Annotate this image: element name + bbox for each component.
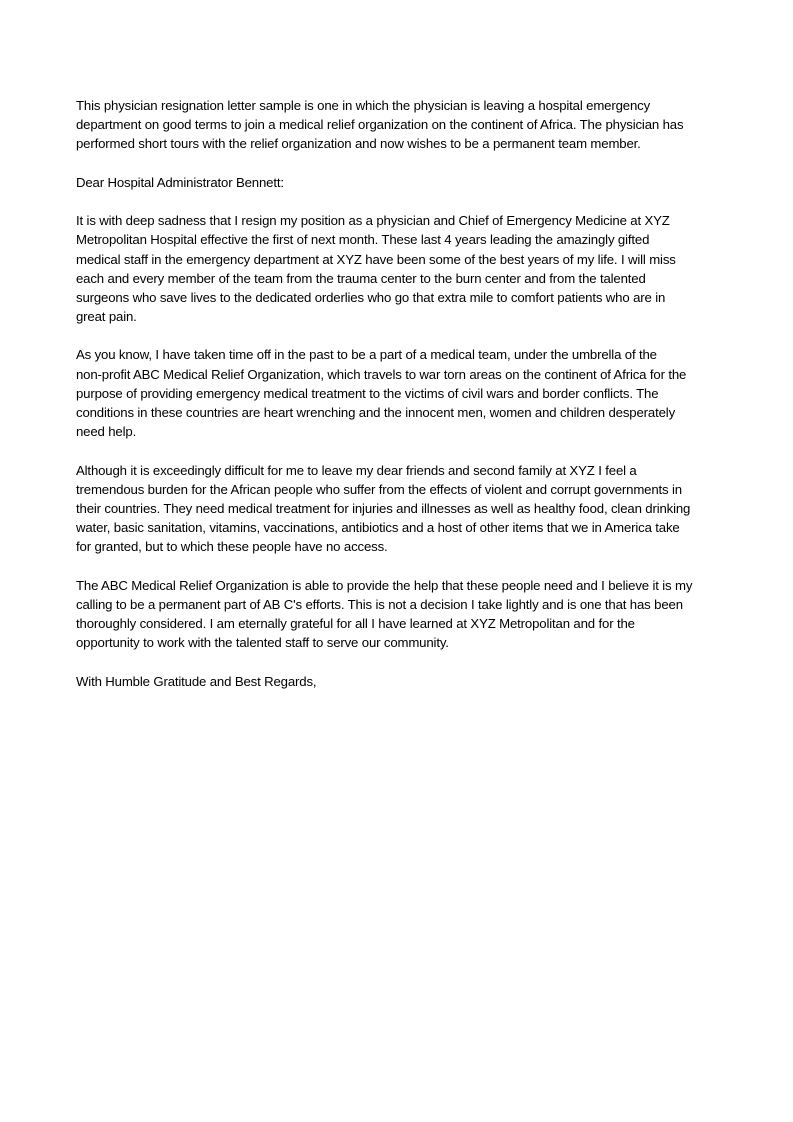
intro-line: performed short tours with the relief organization and now wishes to be a permanent team member. xyxy=(76,136,641,152)
body-line: tremendous burden for the African people who suffer from the effects of violent and corrupt governments in xyxy=(76,481,682,497)
intro-paragraph xyxy=(76,96,726,154)
salutation-text: Dear Hospital Administrator Bennett: xyxy=(76,174,284,190)
body-line: great pain. xyxy=(76,309,137,325)
body-line: need help. xyxy=(76,424,137,440)
body-line: purpose of providing emergency medical treatment to the victims of civil wars and border conflicts. The xyxy=(76,385,659,401)
salutation xyxy=(76,173,726,192)
body-line: The ABC Medical Relief Organization is able to provide the help that these people need and I believe it is my xyxy=(76,577,693,593)
body-line: water, basic sanitation, vitamins, vaccinations, antibiotics and a host of other items that we in America take xyxy=(76,520,680,536)
closing-text: With Humble Gratitude and Best Regards, xyxy=(76,673,317,689)
body-line: each and every member of the team from the trauma center to the burn center and from the talented xyxy=(76,270,646,286)
body-line: their countries. They need medical treatment for injuries and illnesses as well as healthy food, clean drinking xyxy=(76,500,691,516)
body-line: for granted, but to which these people have no access. xyxy=(76,539,388,555)
paragraph-gap xyxy=(76,652,726,671)
paragraph-gap xyxy=(76,441,726,460)
paragraph-gap xyxy=(76,154,726,173)
intro-line: This physician resignation letter sample is one in which the physician is leaving a hospital emergency xyxy=(76,98,651,113)
body-line: surgeons who save lives to the dedicated orderlies who go that extra mile to comfort patients who are in xyxy=(76,289,666,305)
body-line: It is with deep sadness that I resign my position as a physician and Chief of Emergency Medicine at XYZ xyxy=(76,213,670,229)
body-line: conditions in these countries are heart wrenching and the innocent men, women and children desperately xyxy=(76,405,676,420)
letter-body xyxy=(76,96,726,691)
paragraph-gap xyxy=(76,192,726,211)
body-line: As you know, I have taken time off in the past to be a part of a medical team, under the umbrella of the xyxy=(76,347,657,363)
paragraph-gap xyxy=(76,557,726,576)
closing xyxy=(76,672,726,691)
body-line: Although it is exceedingly difficult for me to leave my dear friends and second family at XYZ I feel a xyxy=(76,462,637,478)
body-paragraph-3 xyxy=(76,461,726,557)
body-line: calling to be a permanent part of AB C's efforts. This is not a decision I take lightly and is one that has been xyxy=(76,596,683,612)
body-line: medical staff in the emergency department at XYZ have been some of the best years of my life. I will miss xyxy=(76,251,676,267)
body-paragraph-1 xyxy=(76,211,726,326)
intro-line: department on good terms to join a medical relief organization on the continent of Africa. The physician has xyxy=(76,117,684,133)
body-line: Metropolitan Hospital effective the first of next month. These last 4 years leading the amazingly gifted xyxy=(76,232,650,248)
paragraph-gap xyxy=(76,326,726,345)
body-paragraph-2 xyxy=(76,345,726,441)
body-line: non-profit ABC Medical Relief Organization, which travels to war torn areas on the continent of Africa for the xyxy=(76,366,687,382)
body-paragraph-4 xyxy=(76,576,726,653)
body-line: thoroughly considered. I am eternally grateful for all I have learned at XYZ Metropolitan and for the xyxy=(76,616,635,632)
body-line: opportunity to work with the talented staff to serve our community. xyxy=(76,635,449,651)
